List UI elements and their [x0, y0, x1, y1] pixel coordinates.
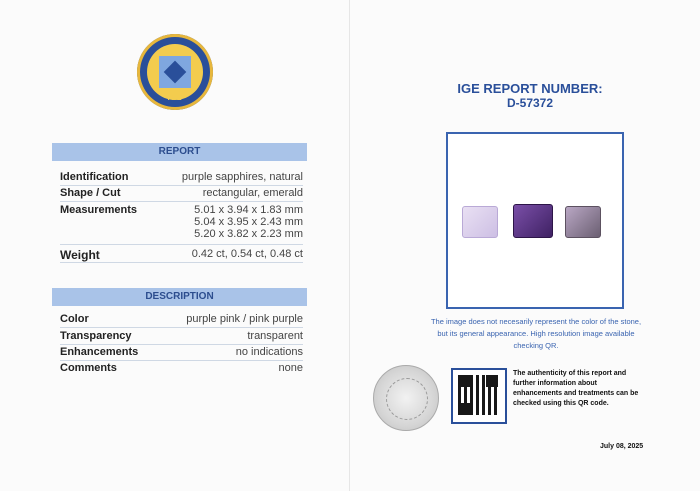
value-shape: rectangular, emerald: [202, 187, 303, 199]
label-shape: Shape / Cut: [60, 187, 121, 199]
report-row-weight: [60, 248, 303, 263]
gemstone-dark-icon: [513, 204, 553, 238]
qr-authenticity-text: The authenticity of this report and further information about enhancements and treatments can be checked using this QR code.: [513, 370, 639, 407]
label-comments: Comments: [60, 362, 117, 374]
value-color: purple pink / pink purple: [186, 313, 303, 325]
label-measurements: Measurements: [60, 204, 138, 216]
desc-row-comments: [60, 362, 303, 376]
measurement-3: 5.20 x 3.82 x 2.23 mm: [194, 228, 303, 240]
report-number: D-57372: [506, 96, 554, 110]
qr-pattern: [458, 375, 498, 415]
report-row-measurements: [60, 204, 303, 245]
label-transparency: Transparency: [60, 330, 132, 342]
label-enhancements: Enhancements: [60, 346, 139, 358]
report-bar: REPORT: [52, 143, 307, 161]
desc-row-enhancements: [60, 346, 303, 361]
ige-logo: [137, 34, 213, 110]
measurement-1: 5.01 x 3.94 x 1.83 mm: [194, 204, 303, 216]
label-weight: Weight: [60, 248, 100, 262]
desc-row-transparency: [60, 330, 303, 345]
value-enhancements: no indications: [235, 346, 303, 358]
value-comments: none: [278, 362, 303, 374]
seal-inner-ring: [386, 378, 428, 420]
page-fold: [349, 0, 350, 491]
value-transparency: transparent: [247, 330, 303, 342]
report-row-shape: [60, 187, 303, 202]
label-color: Color: [60, 313, 89, 325]
gemstone-grey-icon: [565, 206, 601, 238]
qr-code[interactable]: [451, 368, 507, 424]
report-number-title: IGE REPORT NUMBER:: [457, 81, 603, 96]
measurement-2: 5.04 x 3.95 x 2.43 mm: [194, 216, 303, 228]
value-weight: 0.42 ct, 0.54 ct, 0.48 ct: [191, 248, 303, 260]
embossed-seal-icon: [373, 365, 439, 431]
desc-row-color: [60, 313, 303, 328]
value-identification: purple sapphires, natural: [181, 171, 303, 183]
report-row-identification: [60, 171, 303, 186]
description-bar: DESCRIPTION: [52, 288, 307, 306]
gemstone-light-icon: [462, 206, 498, 238]
image-disclaimer: The image does not necesarily represent the color of the stone, but its general appearance. High resolution image available checking QR.: [430, 317, 642, 350]
logo-text: IGE: [167, 95, 183, 102]
value-measurements: [194, 204, 303, 240]
report-date: July 08, 2025: [600, 443, 644, 450]
label-identification: Identification: [60, 171, 129, 183]
gemstone-photo: [446, 132, 624, 309]
